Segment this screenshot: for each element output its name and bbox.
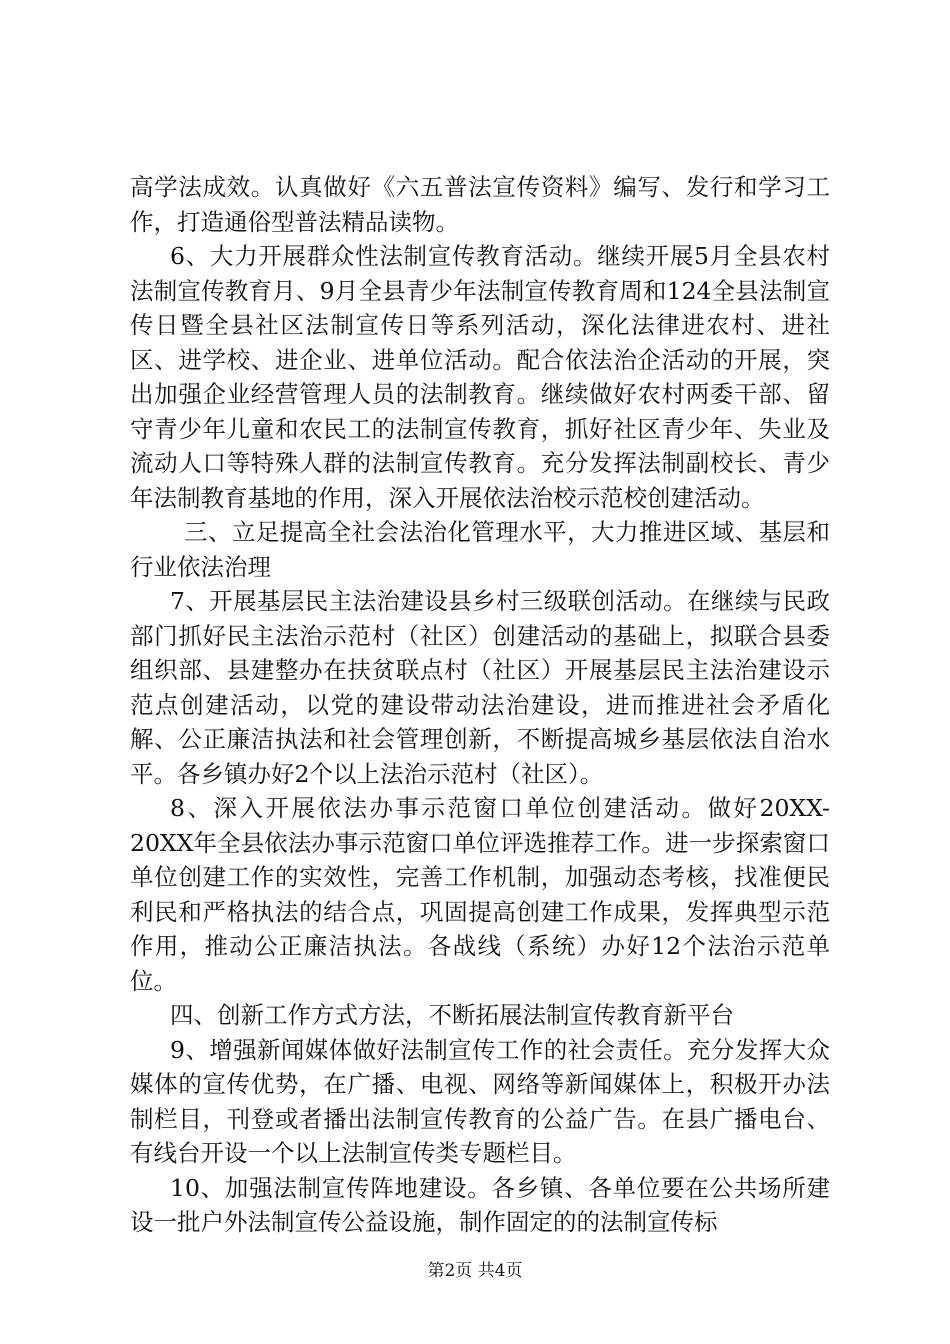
paragraph: 8、深入开展依法办事示范窗口单位创建活动。做好20XX-20XX年全县依法办事示范窗口单位评选推荐工作。进一步探索窗口单位创建工作的实效性，完善工作机制，加强动态考核，找准便民利民和严格执法的结合点，巩固提高创建工作成果，发挥典型示范作用，推动公正廉洁执法。各战线（系统）办好12个法治示范单位。 xyxy=(130,794,830,995)
paragraph: 10、加强法制宣传阵地建设。各乡镇、各单位要在公共场所建设一批户外法制宣传公益设施，制作固定的的法制宣传标 xyxy=(130,1173,830,1236)
section-heading: 四、创新工作方式方法，不断拓展法制宣传教育新平台 xyxy=(170,1001,734,1029)
paragraph: 高学法成效。认真做好《六五普法宣传资料》编写、发行和学习工作，打造通俗型普法精品读物。 xyxy=(130,173,830,236)
page-number-footer: 第2页 共4页 xyxy=(427,1261,523,1281)
paragraph: 7、开展基层民主法治建设县乡村三级联创活动。在继续与民政部门抓好民主法治示范村（社区）创建活动的基础上，拟联合县委组织部、县建整办在扶贫联点村（社区）开展基层民主法治建设示范点创建活动，以党的建设带动法治建设，进而推进社会矛盾化解、公正廉洁执法和社会管理创新，不断提高城乡基层依法自治水平。各乡镇办好2个以上法治示范村（社区）。 xyxy=(130,587,830,788)
section-heading: 三、立足提高全社会法治化管理水平，大力推进区域、基层和行业依法治理 xyxy=(130,518,830,581)
document-body xyxy=(130,170,830,1240)
paragraph: 6、大力开展群众性法制宣传教育活动。继续开展5月全县农村法制宣传教育月、9月全县青少年法制宣传教育周和124全县法制宣传日暨全县社区法制宣传日等系列活动，深化法律进农村、进社区、进学校、进企业、进单位活动。配合依法治企活动的开展，突出加强企业经营管理人员的法制教育。继续做好农村两委干部、留守青少年儿童和农民工的法制宣传教育，抓好社区青少年、失业及流动人口等特殊人群的法制宣传教育。充分发挥法制副校长、青少年法制教育基地的作用，深入开展依法治校示范校创建活动。 xyxy=(130,242,830,512)
paragraph: 9、增强新闻媒体做好法制宣传工作的社会责任。充分发挥大众媒体的宣传优势，在广播、电视、网络等新闻媒体上，积极开办法制栏目，刊登或者播出法制宣传教育的公益广告。在县广播电台、有线台开设一个以上法制宣传类专题栏目。 xyxy=(130,1035,830,1167)
